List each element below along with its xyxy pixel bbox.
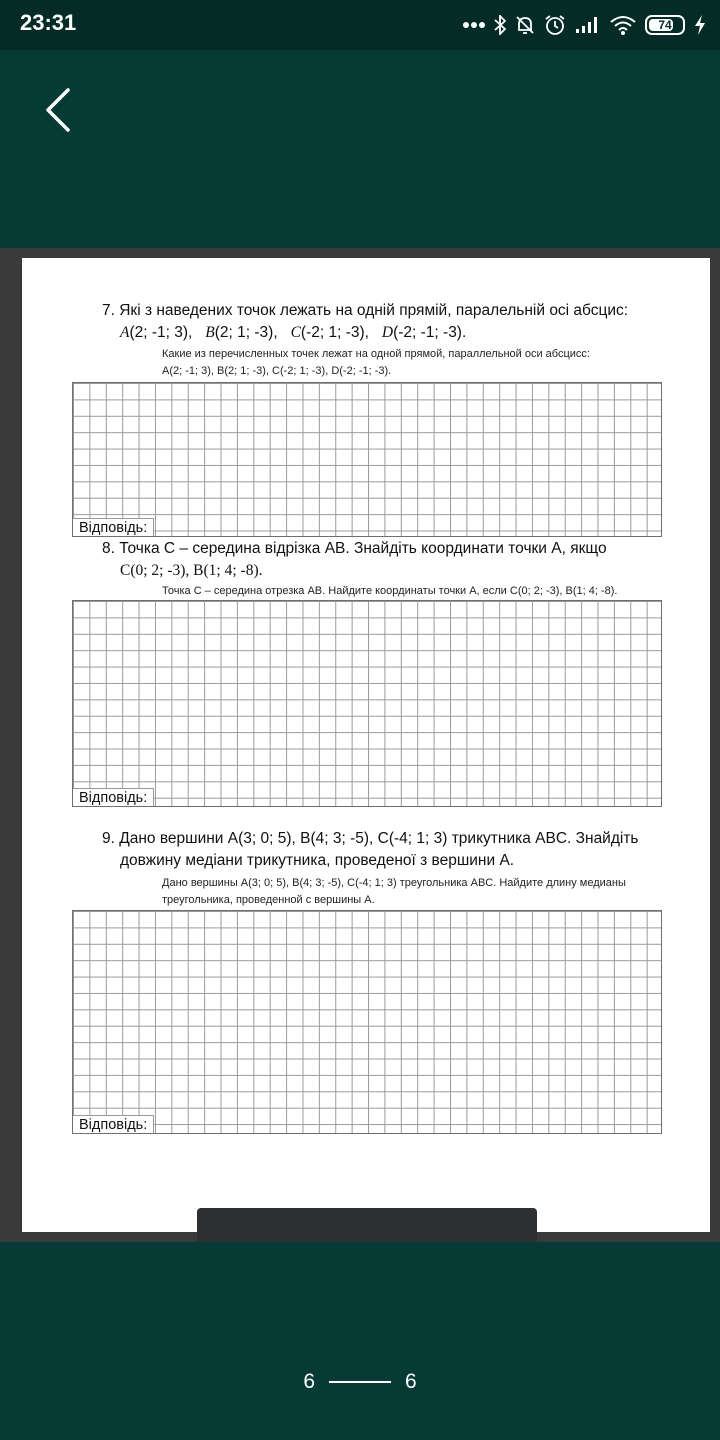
bottom-bar	[0, 1242, 720, 1440]
signal-icon	[575, 16, 601, 34]
question-7-points	[102, 322, 628, 344]
wifi-icon	[610, 15, 636, 35]
question-8-ru-line-1: Точка C – середина отрезка AB. Найдите координаты точки A, если C(0; 2; -3), B(1; 4; -8).	[162, 585, 618, 597]
answer-grid-9[interactable]	[72, 910, 662, 1134]
answer-label-8: Відповідь:	[73, 788, 154, 806]
bluetooth-icon	[494, 15, 506, 35]
question-7-line-1: 7. Які з наведених точок лежать на одній прямій, паралельній осі абсцис:	[102, 302, 629, 319]
alarm-icon	[544, 14, 566, 36]
question-9-text	[102, 828, 639, 872]
question-7-text	[102, 300, 628, 344]
current-page: 6	[303, 1370, 315, 1393]
document-viewer[interactable]	[0, 248, 720, 1242]
charging-bolt-icon	[694, 15, 706, 35]
question-9-line-1: 9. Дано вершини A(3; 0; 5), B(4; 3; -5), C(-4; 1; 3) трикутника ABC. Знайдіть	[102, 830, 639, 847]
mute-bell-icon	[515, 15, 535, 35]
answer-grid-7[interactable]	[72, 382, 662, 537]
app-bar	[0, 50, 720, 248]
status-icons	[463, 11, 706, 39]
answer-grid-8[interactable]	[72, 600, 662, 807]
point-c: C(-2; 1; -3),	[290, 324, 369, 341]
back-button[interactable]	[30, 82, 86, 138]
question-7-ru-line-2: A(2; -1; 3), B(2; 1; -3), C(-2; 1; -3), D(-2; -1; -3).	[162, 365, 392, 377]
question-9-ru-line-2: треугольника, проведенной с вершины A.	[162, 894, 375, 906]
answer-label-7: Відповідь:	[73, 518, 154, 536]
point-d: D(-2; -1; -3).	[381, 324, 467, 341]
point-a: A(2; -1; 3),	[120, 324, 193, 341]
total-pages: 6	[405, 1370, 417, 1393]
point-b: B(2; 1; -3),	[205, 324, 278, 341]
question-9-ru-text	[162, 875, 626, 909]
question-7-ru-text	[162, 346, 590, 380]
chevron-left-icon	[44, 88, 72, 132]
question-8-line-2: C(0; 2; -3), B(1; 4; -8).	[120, 562, 263, 579]
question-8-line-1: 8. Точка C – середина відрізка AB. Знайдіть координати точки A, якщо	[102, 540, 607, 557]
page-separator	[329, 1381, 391, 1383]
question-9-ru-line-1: Дано вершины A(3; 0; 5), B(4; 3; -5), C(-4; 1; 3) треугольника ABC. Найдите длину медианы	[162, 877, 626, 889]
page-indicator	[0, 1370, 720, 1394]
question-7-ru-line-1: Какие из перечисленных точек лежат на одной прямой, параллельной оси абсцисс:	[162, 348, 590, 360]
battery-icon	[645, 15, 685, 35]
answer-label-9: Відповідь:	[73, 1115, 154, 1133]
battery-level: 74	[658, 18, 672, 32]
status-bar	[0, 0, 720, 50]
question-9-line-2: довжину медіани трикутника, проведеної з вершини А.	[120, 852, 515, 869]
question-8-text	[102, 538, 607, 582]
document-page[interactable]	[22, 258, 710, 1232]
question-8-ru-text	[162, 583, 617, 600]
more-dots-icon	[463, 21, 485, 29]
status-time: 23:31	[20, 10, 77, 35]
